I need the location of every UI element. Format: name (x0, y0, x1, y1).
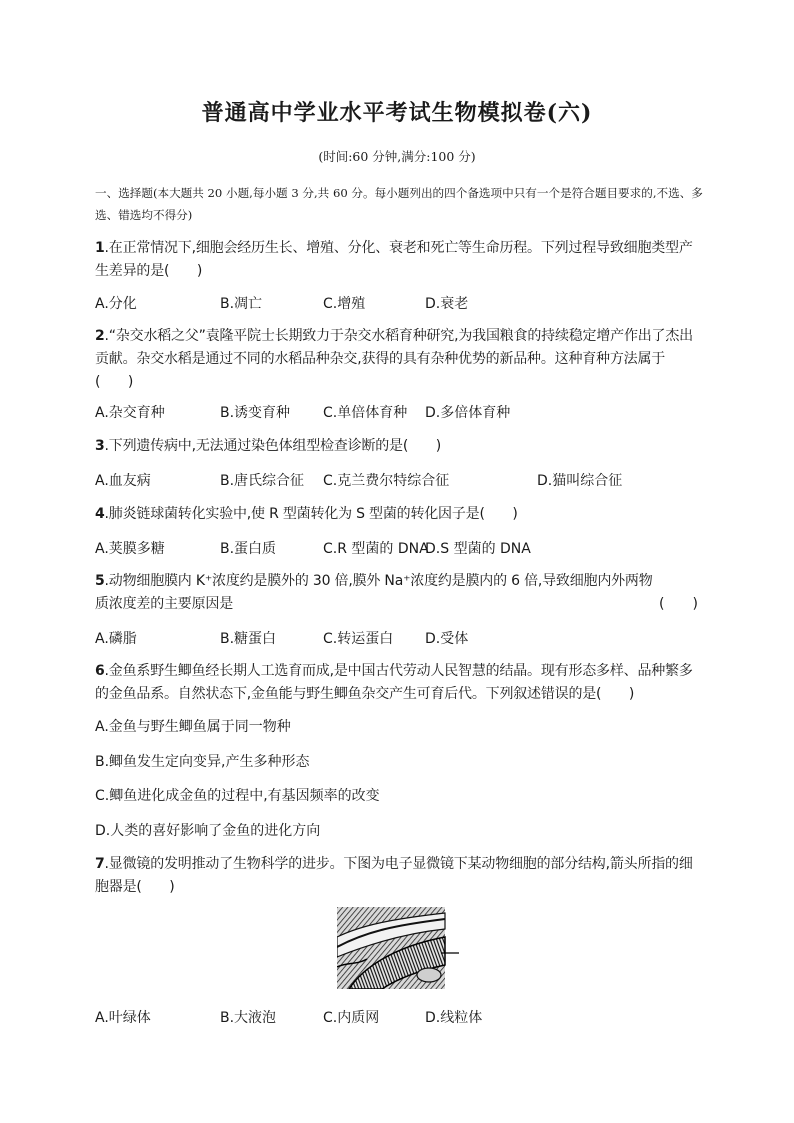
page-title: 普通高中学业水平考试生物模拟卷(六) (201, 100, 593, 126)
option-a: A.叶绿体 (95, 1010, 151, 1026)
question-stem: .肺炎链球菌转化实验中,使 R 型菌转化为 S 型菌的转化因子是( ) (104, 506, 518, 522)
electron-micrograph-image (337, 907, 459, 989)
option-d: D.线粒体 (425, 1010, 483, 1026)
option-d: D.S 型菌的 DNA (425, 541, 531, 557)
option-d: D.受体 (425, 631, 469, 647)
option-b: B.凋亡 (220, 296, 263, 312)
question-1 (95, 237, 703, 283)
option-b: B.糖蛋白 (220, 631, 277, 647)
question-7 (95, 853, 703, 899)
question-number: 4 (95, 506, 105, 522)
question-number: 5 (95, 573, 105, 589)
option-c: C.增殖 (323, 296, 366, 312)
option-b: B.唐氏综合征 (220, 473, 305, 489)
question-number: 6 (95, 663, 105, 679)
question-stem: .“杂交水稻之父”袁隆平院士长期致力于杂交水稻育种研究,为我国粮食的持续稳定增产作出了杰出贡献。杂交水稻是通过不同的水稻品种杂交,获得的具有杂种优势的新品种。这种育种方法属于( ) (95, 328, 693, 390)
option-a: A.杂交育种 (95, 405, 165, 421)
option-a: A.金鱼与野生鲫鱼属于同一物种 (95, 719, 291, 735)
question-stem: .金鱼系野生鲫鱼经长期人工选育而成,是中国古代劳动人民智慧的结晶。现有形态多样、品种繁多的金鱼品系。自然状态下,金鱼能与野生鲫鱼杂交产生可育后代。下列叙述错误的是( ) (95, 663, 693, 702)
question-5 (95, 570, 665, 616)
option-a: A.磷脂 (95, 631, 137, 647)
option-d: D.多倍体育种 (425, 405, 511, 421)
option-c: C.鲫鱼进化成金鱼的过程中,有基因频率的改变 (95, 788, 380, 804)
question-number: 2 (95, 328, 105, 344)
option-c: C.内质网 (323, 1010, 380, 1026)
question-stem: .显微镜的发明推动了生物科学的进步。下图为电子显微镜下某动物细胞的部分结构,箭头所指的细胞器是( ) (95, 856, 693, 895)
question-2 (95, 325, 703, 394)
option-d: D.人类的喜好影响了金鱼的进化方向 (95, 823, 321, 839)
option-b: B.蛋白质 (220, 541, 277, 557)
exam-info: (时间:60 分钟,满分:100 分) (318, 149, 476, 164)
question-number: 7 (95, 856, 105, 872)
option-b: B.诱变育种 (220, 405, 291, 421)
option-a: A.血友病 (95, 473, 151, 489)
option-a: A.分化 (95, 296, 137, 312)
answer-blank: ( ) (659, 596, 698, 612)
section-instructions: 一、选择题(本大题共 20 小题,每小题 3 分,共 60 分。每小题列出的四个备选项中只有一个是符合题目要求的,不选、多选、错选均不得分) (95, 186, 703, 222)
option-d: D.衰老 (425, 296, 469, 312)
question-number: 1 (95, 240, 105, 256)
question-number: 3 (95, 438, 105, 454)
option-c: C.转运蛋白 (323, 631, 394, 647)
option-b: B.大液泡 (220, 1010, 277, 1026)
question-3 (95, 435, 703, 458)
option-c: C.克兰费尔特综合征 (323, 473, 450, 489)
option-b: B.鲫鱼发生定向变异,产生多种形态 (95, 754, 310, 770)
question-6 (95, 660, 703, 706)
option-c: C.R 型菌的 DNA (323, 541, 429, 557)
option-a: A.荚膜多糖 (95, 541, 165, 557)
option-d: D.猫叫综合征 (537, 473, 623, 489)
question-4 (95, 503, 703, 526)
option-c: C.单倍体育种 (323, 405, 408, 421)
question-stem: .下列遗传病中,无法通过染色体组型检查诊断的是( ) (104, 438, 441, 454)
question-stem: .在正常情况下,细胞会经历生长、增殖、分化、衰老和死亡等生命历程。下列过程导致细胞类型产生差异的是( ) (95, 240, 693, 279)
question-stem: .动物细胞膜内 K⁺浓度约是膜外的 30 倍,膜外 Na⁺浓度约是膜内的 6 倍,导致细胞内外两物质浓度差的主要原因是 (95, 573, 653, 612)
